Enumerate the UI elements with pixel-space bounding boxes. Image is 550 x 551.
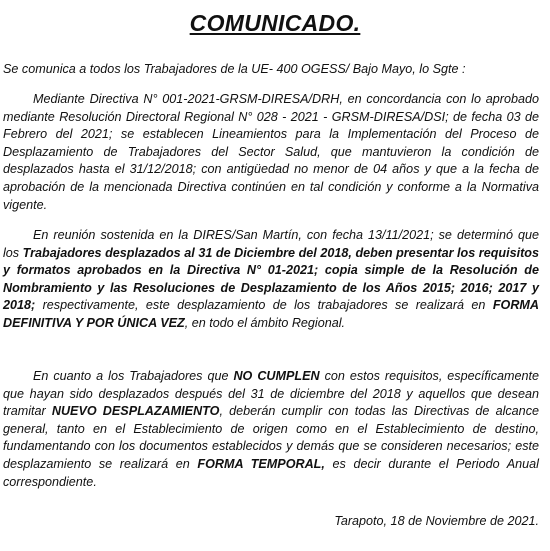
- paragraph-meeting: [3, 227, 539, 333]
- paragraph-directive: [3, 91, 539, 214]
- paragraph-noncompliant-text-1: En cuanto a los Trabajadores que: [33, 369, 234, 383]
- paragraph-meeting-text-3: , en todo el ámbito Regional.: [184, 315, 346, 330]
- paragraph-noncompliant-text-3: , deberán cumplir con todas las Directivas de alcance general, tanto en el Establecimiento de origen como en el Establecimiento de destino, fundamentando con los documentos establecidos y demás que se consideren necesarios; este desplazamiento se realizará en: [3, 404, 539, 471]
- document-title: COMUNICADO.: [189, 10, 361, 36]
- paragraph-meeting-text-2: respectivamente, este desplazamiento de los trabajadores se realizará en: [35, 298, 493, 313]
- paragraph-meeting-bold-definitive: FORMA DEFINITIVA Y POR ÚNICA VEZ: [3, 298, 539, 330]
- paragraph-noncompliant-text-4: es decir durante el Periodo Anual correspondiente.: [3, 456, 539, 489]
- paragraph-noncompliant-bold-nuevo: NUEVO DESPLAZAMIENTO: [51, 404, 220, 419]
- paragraph-meeting-text-1: En reunión sostenida en la DIRES/San Martín, con fecha 13/11/2021; se determinó que los: [3, 228, 539, 260]
- place-date-signoff: Tarapoto, 18 de Noviembre de 2021.: [334, 514, 539, 528]
- paragraph-noncompliant-text-2: con estos requisitos, específicamente que hayan sido desplazados después del 31 de diciembre del 2018 y aquellos que desean tramitar: [3, 369, 539, 419]
- paragraph-noncompliant-bold-temporal: FORMA TEMPORAL,: [197, 456, 325, 471]
- paragraph-noncompliant-bold-no-cumplen: NO CUMPLEN: [233, 369, 320, 383]
- paragraph-noncompliant: [3, 368, 539, 491]
- paragraph-directive-text: Mediante Directiva N° 001-2021-GRSM-DIRESA/DRH, en concordancia con lo aprobado mediante Resolución Directoral Regional N° 028 - 2021 - GRSM-DIRESA/DSI; de fecha 03 de Febrero del 2021; se establecen Lineamientos para la Implementación del Proceso de Desplazamiento de Trabajadores del Sector Salud, que mantuvieron la condición de desplazados hasta el 31/12/2018; con antigüedad no menor de 04 años y que a la fecha de aprobación de la mencionada Directiva continúen en tal condición y conforme a la Normativa vigente.: [3, 92, 539, 212]
- paragraph-meeting-bold-requirements: Trabajadores desplazados al 31 de Diciembre del 2018, deben presentar los requisitos y formatos aprobados en la Directiva N° 01-2021; copia simple de la Resolución de Nombramiento y las Resoluciones de Desplazamiento de los Años 2015; 2016; 2017 y 2018;: [3, 245, 539, 313]
- intro-line: Se comunica a todos los Trabajadores de la UE- 400 OGESS/ Bajo Mayo, lo Sgte :: [3, 62, 466, 76]
